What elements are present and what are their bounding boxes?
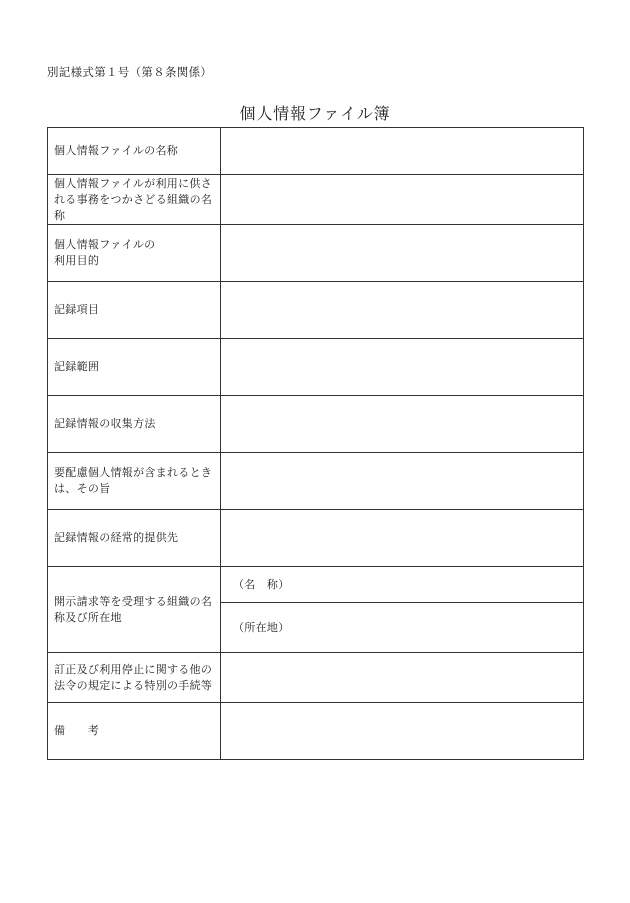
row-purpose: [48, 225, 584, 282]
label-special-procedures: 訂正及び利用停止に関する他の法令の規定による特別の手続等: [48, 653, 221, 703]
value-regular-recipients: [221, 510, 584, 567]
row-sensitive-info: [48, 453, 584, 510]
row-file-name: [48, 128, 584, 175]
row-record-items: [48, 282, 584, 339]
value-organization: [221, 175, 584, 225]
label-record-items: 記録項目: [48, 282, 221, 339]
label-file-name: 個人情報ファイルの名称: [48, 128, 221, 175]
value-file-name: [221, 128, 584, 175]
row-remarks: [48, 703, 584, 760]
personal-info-file-register-table: [47, 127, 584, 760]
row-organization: [48, 175, 584, 225]
row-disclosure-org-name: [48, 567, 584, 603]
document-title: 個人情報ファイル簿: [239, 104, 391, 123]
label-disclosure-org: 開示請求等を受理する組織の名称及び所在地: [48, 567, 221, 653]
row-collection-method: [48, 396, 584, 453]
value-special-procedures: [221, 653, 584, 703]
label-regular-recipients: 記録情報の経常的提供先: [48, 510, 221, 567]
row-record-scope: [48, 339, 584, 396]
value-purpose: [221, 225, 584, 282]
value-sensitive-info: [221, 453, 584, 510]
label-record-scope: 記録範囲: [48, 339, 221, 396]
value-disclosure-org-name: （名 称）: [221, 567, 584, 603]
label-sensitive-info: 要配慮個人情報が含まれるときは、その旨: [48, 453, 221, 510]
value-record-scope: [221, 339, 584, 396]
label-purpose: 個人情報ファイルの 利用目的: [48, 225, 221, 282]
row-special-procedures: [48, 653, 584, 703]
label-organization: 個人情報ファイルが利用に供される事務をつかさどる組織の名称: [48, 175, 221, 225]
value-record-items: [221, 282, 584, 339]
label-collection-method: 記録情報の収集方法: [48, 396, 221, 453]
value-disclosure-org-address: （所在地）: [221, 603, 584, 653]
row-regular-recipients: [48, 510, 584, 567]
label-remarks: 備 考: [48, 703, 221, 760]
value-remarks: [221, 703, 584, 760]
value-collection-method: [221, 396, 584, 453]
form-reference: 別記様式第１号（第８条関係）: [47, 65, 213, 79]
